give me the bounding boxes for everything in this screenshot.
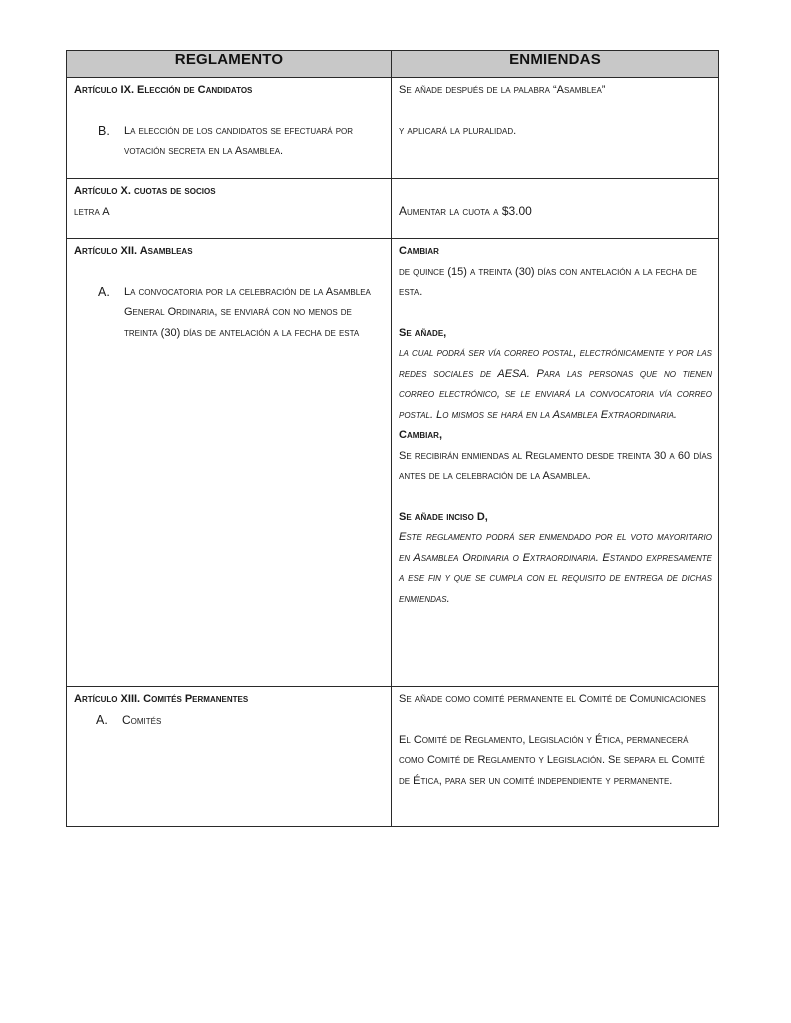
list-item [98, 282, 385, 344]
reglamento-cell [67, 78, 392, 179]
reglamento-cell [67, 239, 392, 687]
amendments-table [66, 50, 719, 827]
table-row [67, 179, 719, 239]
block-text: la cual podrá ser vía correo postal, electrónicamente y por las redes sociales de AESA. Para las personas que no tienen correo electrónico, se le enviará la convocatoria vía correo postal. Lo mismos se hará en la Asamblea Extraordinaria. [399, 347, 712, 421]
item-text: Comités [122, 712, 162, 727]
header-enmiendas: ENMIENDAS [392, 51, 719, 78]
block-heading: Cambiar, [399, 429, 442, 441]
article-title: Artículo XII. Asambleas [74, 245, 193, 257]
block-heading: Cambiar [399, 245, 439, 257]
amendment-text: y aplicará la pluralidad. [399, 124, 517, 137]
amendment-text: El Comité de Reglamento, Legislación y Ética, permanecerá como Comité de Reglamento y Legislación. Se separa el Comité de Ética, para ser un comité independiente y permanente. [399, 733, 705, 787]
item-text: La elección de los candidatos se efectuará por votación secreta en la Asamblea. [124, 124, 354, 157]
article-title: Artículo X. cuotas de socios [74, 185, 216, 197]
enmiendas-cell [392, 179, 719, 239]
reglamento-cell [67, 179, 392, 239]
block-text: Se recibirán enmiendas al Reglamento desde treinta 30 a 60 días antes de la celebración de la Asamblea. [399, 449, 712, 482]
enmiendas-cell [392, 687, 719, 827]
enmiendas-cell [392, 239, 719, 687]
list-item [98, 121, 385, 162]
enmiendas-cell [392, 78, 719, 179]
amendment-text: Se añade después de la palabra “Asamblea” [399, 84, 606, 96]
table-header-row [67, 51, 719, 78]
item-marker: A. [98, 284, 110, 299]
header-reglamento: REGLAMENTO [67, 51, 392, 78]
block-text: Este reglamento podrá ser enmendado por el voto mayoritario en Asamblea Ordinaria o Extraordinaria. Estando expresamente a ese fin y que se cumpla con el requisito de entrega de dichas enmiendas. [399, 531, 712, 605]
article-title: Artículo XIII. Comités Permanentes [74, 693, 249, 705]
block-text: de quince (15) a treinta (30) días con antelación a la fecha de esta. [399, 265, 697, 298]
block-heading: Se añade inciso D, [399, 510, 488, 523]
article-sub: letra A [74, 205, 110, 218]
amendment-text: Se añade como comité permanente el Comité de Comunicaciones [399, 693, 706, 705]
reglamento-cell [67, 687, 392, 827]
article-title: Artículo IX. Elección de Candidatos [74, 84, 253, 96]
item-marker: B. [98, 123, 110, 138]
amendment-text: Aumentar la cuota a $3.00 [399, 204, 532, 218]
table-row [67, 78, 719, 179]
item-marker: A. [96, 712, 108, 727]
block-heading: Se añade, [399, 326, 447, 339]
table-row [67, 239, 719, 687]
table-row [67, 687, 719, 827]
list-item [96, 710, 385, 731]
item-text: La convocatoria por la celebración de la Asamblea General Ordinaria, se enviará con no menos de treinta (30) días de antelación a la fecha de esta [124, 285, 371, 339]
